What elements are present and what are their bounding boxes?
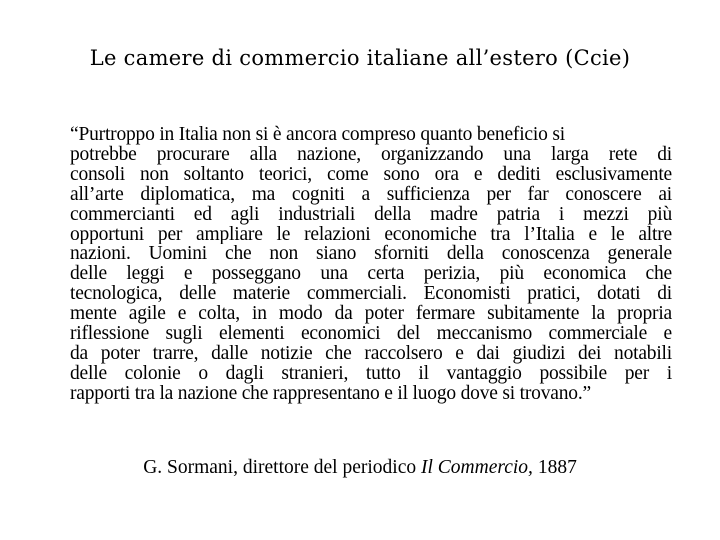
quote-line: “Purtroppo in Italia non si è ancora compreso quanto beneficio si [70,125,565,145]
quote-line: mente agile e colta, in modo da poter fermare subitamente la propria [70,304,672,325]
quote-line: da poter trarre, dalle notizie che raccolsero e dai giudizi dei notabili [70,343,672,364]
quote-attribution [0,456,720,480]
quote-line: consoli non soltanto teorici, come sono ora e dediti esclusivamente [70,164,672,185]
attribution-publication: Il Commercio, [421,457,533,478]
quote-line: potrebbe procurare alla nazione, organizzando una larga rete di [70,144,672,165]
quote-line: all’arte diplomatica, ma cogniti a sufficienza per far conoscere ai [70,184,672,205]
attribution-year: 1887 [532,457,577,478]
quote-line: delle leggi e posseggano una certa perizia, più economica che [70,264,672,285]
quote-line: opportuni per ampliare le relazioni economiche tra l’Italia e le altre [70,224,672,245]
quote-line: tecnologica, delle materie commerciali. Economisti pratici, dotati di [70,284,672,305]
quote-line: rapporti tra la nazione che rappresentano e il luogo dove si trovano.” [70,383,591,404]
quote-block [70,125,672,404]
attribution-author: G. Sormani, direttore del periodico [143,457,421,478]
quote-line: riflessione sugli elementi economici del meccanismo commerciale e [70,324,672,344]
quote-line: delle colonie o dagli stranieri, tutto il vantaggio possibile per i [70,363,672,384]
slide-title: Le camere di commercio italiane all’estero (Ccie) [89,46,631,70]
quote-line: commercianti ed agli industriali della madre patria i mezzi più [70,204,672,225]
quote-line: nazioni. Uomini che non siano sforniti della conoscenza generale [70,244,672,265]
